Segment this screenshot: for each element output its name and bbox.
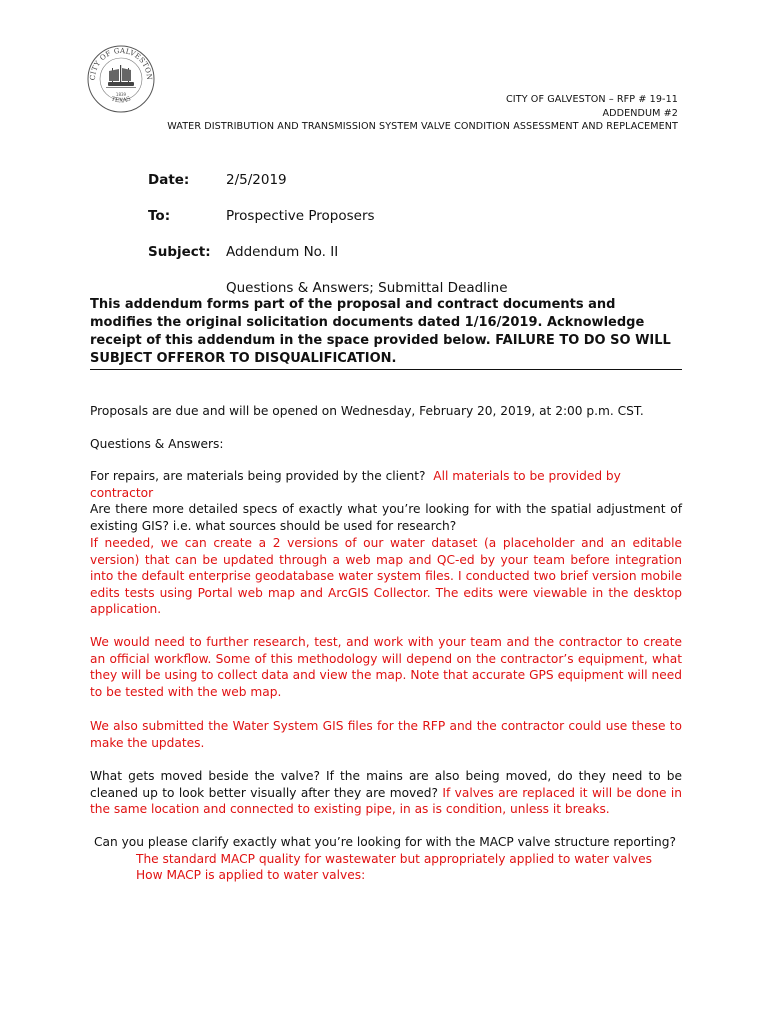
svg-text:CITY OF GALVESTON: CITY OF GALVESTON (88, 46, 154, 81)
svg-text:TEXAS: TEXAS (110, 95, 132, 105)
answer-2-paragraph-3: We also submitted the Water System GIS files for the RFP and the contractor could use these to make the updates. (90, 719, 682, 750)
header-rfp-line: CITY OF GALVESTON – RFP # 19-11 (506, 94, 678, 105)
question-1 (90, 468, 682, 501)
header-project-line: WATER DISTRIBUTION AND TRANSMISSION SYSTEM VALVE CONDITION ASSESSMENT AND REPLACEMENT (167, 121, 678, 132)
header-addendum-line: ADDENDUM #2 (602, 107, 678, 119)
question-4: Can you please clarify exactly what you’re looking for with the MACP valve structure reporting? (94, 835, 676, 849)
question-3 (90, 768, 682, 818)
subject-value-2: Questions & Answers; Submittal Deadline (226, 280, 508, 296)
city-seal-logo (86, 44, 156, 114)
subject-label: Subject: (148, 244, 211, 260)
question-2: Are there more detailed specs of exactly what you’re looking for with the spatial adjustment of existing GIS? i.e. what sources should be used for research? (90, 502, 682, 533)
answer-2-paragraph-2: We would need to further research, test, and work with your team and the contractor to create an official workflow. Some of this methodology will depend on the contractor’s equipment, what they will be using to collect data and view the map. Note that accurate GPS equipment will need to be tested with the web map. (90, 635, 682, 699)
question-3-text: What gets moved beside the valve? If the mains are also being moved, do they need to be cleaned up to look better visually after they are moved? (90, 769, 682, 800)
question-1-text: For repairs, are materials being provided by the client? (90, 469, 426, 483)
answer-4-line-1: The standard MACP quality for wastewater but appropriately applied to water valves (136, 852, 652, 866)
date-value: 2/5/2019 (226, 172, 287, 188)
answer-2-paragraph-1: If needed, we can create a 2 versions of our water dataset (a placeholder and an editable version) that can be updated through a web map and QC-ed by your team before integration into the default enterprise geodatabase water system files. I conducted two brief version mobile edits tests using Portal web map and ArcGIS Collector. The edits were viewable in the desktop application. (90, 536, 682, 617)
qa-heading: Questions & Answers: (90, 437, 224, 451)
addendum-notice: This addendum forms part of the proposal and contract documents and modifies the original solicitation documents dated 1/16/2019. Acknowledge receipt of this addendum in the space provided below. FAILURE TO DO SO WILL SUBJECT OFFEROR TO DISQUALIFICATION. (90, 296, 682, 370)
answer-3-text: If valves are replaced it will be done in the same location and connected to existing pipe, in as is condition, unless it breaks. (90, 785, 683, 817)
document-header (167, 93, 678, 134)
answer-4-line-2: How MACP is applied to water valves: (136, 868, 366, 882)
date-label: Date: (148, 172, 190, 188)
to-label: To: (148, 208, 171, 224)
to-value: Prospective Proposers (226, 208, 375, 224)
subject-value-1: Addendum No. II (226, 244, 339, 260)
due-date-paragraph: Proposals are due and will be opened on Wednesday, February 20, 2019, at 2:00 p.m. CST. (90, 404, 644, 418)
svg-text:1839: 1839 (115, 92, 127, 97)
answer-1-text: All materials to be provided by contractor (90, 469, 621, 500)
